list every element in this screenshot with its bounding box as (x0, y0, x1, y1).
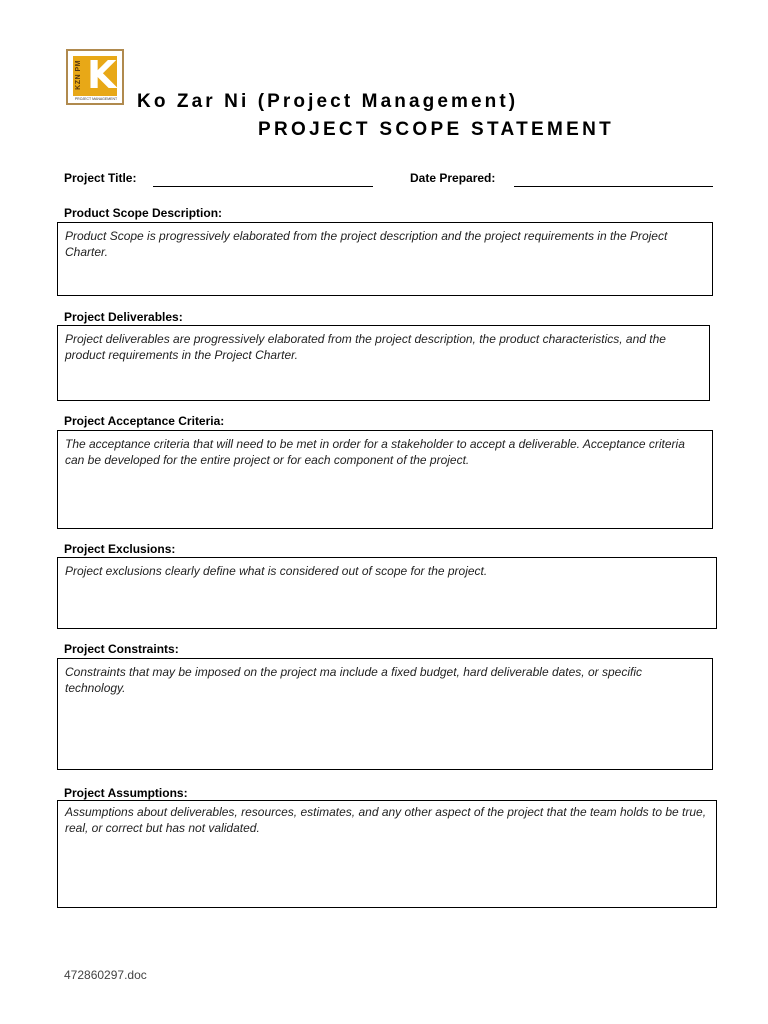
logo-caption: PROJECT MANAGEMENT (74, 97, 118, 101)
exclusions-box[interactable] (57, 557, 717, 629)
date-prepared-label: Date Prepared: (410, 171, 496, 185)
exclusions-label: Project Exclusions: (64, 542, 176, 556)
document-title: PROJECT SCOPE STATEMENT (258, 119, 615, 140)
product-scope-text: Product Scope is progressively elaborated from the project description and the project requirements in the Project Charter. (65, 229, 668, 259)
constraints-label: Project Constraints: (64, 642, 179, 656)
assumptions-text: Assumptions about deliverables, resources, estimates, and any other aspect of the project that the team holds to be true, real, or correct but has not validated. (65, 805, 707, 835)
assumptions-label: Project Assumptions: (64, 786, 188, 800)
deliverables-label: Project Deliverables: (64, 310, 183, 324)
date-prepared-field[interactable] (514, 186, 713, 187)
company-logo (66, 49, 124, 105)
acceptance-criteria-box[interactable] (57, 430, 713, 529)
deliverables-text: Project deliverables are progressively elaborated from the project description, the product characteristics, and the product requirements in the Project Charter. (65, 332, 666, 362)
assumptions-box[interactable] (57, 800, 717, 908)
document-filename: 472860297.doc (64, 968, 147, 982)
logo-side-text: KZN PM (75, 60, 82, 90)
acceptance-criteria-text: The acceptance criteria that will need to be met in order for a stakeholder to accept a deliverable. Acceptance criteria can be developed for the entire project or for each component of the project. (65, 437, 685, 467)
product-scope-box[interactable] (57, 222, 713, 296)
logo-emblem (73, 53, 117, 97)
product-scope-label: Product Scope Description: (64, 206, 223, 220)
acceptance-criteria-label: Project Acceptance Criteria: (64, 414, 225, 428)
organization-title: Ko Zar Ni (Project Management) (137, 91, 519, 112)
project-title-field[interactable] (153, 186, 373, 187)
deliverables-box[interactable] (57, 325, 710, 401)
constraints-text: Constraints that may be imposed on the project ma include a fixed budget, hard deliverable dates, or specific technology. (65, 665, 642, 695)
constraints-box[interactable] (57, 658, 713, 770)
exclusions-text: Project exclusions clearly define what is considered out of scope for the project. (65, 564, 488, 578)
project-title-label: Project Title: (64, 171, 137, 185)
logo-letter: K (87, 53, 117, 97)
